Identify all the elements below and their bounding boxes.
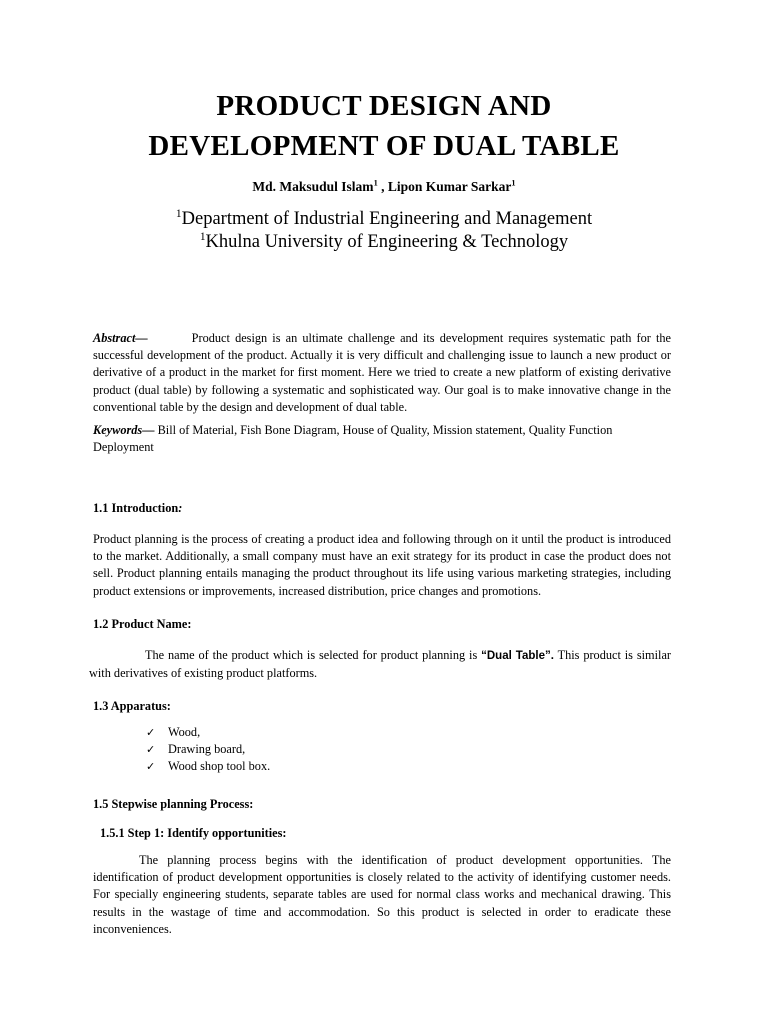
author-affiliation-mark: 1 bbox=[373, 178, 378, 188]
author-separator: , bbox=[377, 179, 388, 194]
paper-title-line-1: PRODUCT DESIGN AND bbox=[216, 90, 552, 122]
keywords-label: Keywords— bbox=[93, 423, 155, 437]
product-name-text: The name of the product which is selected for product planning is “Dual Table”. This product is similar with derivatives of existing product platforms. bbox=[89, 648, 671, 681]
author-name: Md. Maksudul Islam bbox=[252, 179, 374, 194]
keywords-text: Bill of Material, Fish Bone Diagram, House of Quality, Mission statement, Quality Function Deployment bbox=[93, 423, 613, 455]
checkmark-icon: ✓ bbox=[146, 743, 156, 756]
section-heading-stepwise: 1.5 Stepwise planning Process: bbox=[93, 797, 254, 811]
list-item: ✓ Wood shop tool box. bbox=[146, 759, 271, 773]
introduction-text: Product planning is the process of creating a product idea and following through on it until the product is introduced to the market. Additionally, a small company must have an exit strategy for its product in case the product does not sell. Product planning entails managing the product throughout its life using various marketing strategies, including product extensions or improvements, increased distribution, price changes and promotions. bbox=[93, 532, 671, 598]
section-heading-step-1: 1.5.1 Step 1: Identify opportunities: bbox=[100, 826, 287, 840]
affiliation-mark: 1 bbox=[175, 207, 182, 220]
product-name: “Dual Table”. bbox=[481, 650, 554, 662]
apparatus-list bbox=[146, 724, 270, 775]
author-list bbox=[0, 179, 768, 195]
checkmark-icon: ✓ bbox=[146, 760, 156, 773]
section-heading-introduction: 1.1 Introduction: bbox=[93, 501, 183, 515]
keywords bbox=[93, 422, 671, 456]
section-heading-apparatus: 1.3 Apparatus: bbox=[93, 699, 171, 713]
affiliation-mark: 1 bbox=[199, 230, 206, 243]
author-affiliation-mark: 1 bbox=[511, 178, 516, 188]
paper-title-line-2: DEVELOPMENT OF DUAL TABLE bbox=[148, 130, 620, 162]
step-1-text: The planning process begins with the identification of product development opportunities. The identification of product development opportunities is closely related to the activity of identifying customer needs. For specially engineering students, separate tables are used for normal class works and mechanical drawing. This results in the wastage of time and accommodation. So this product is selected in order to eradicate these inconveniences. bbox=[93, 853, 671, 936]
abstract bbox=[93, 330, 671, 416]
abstract-text: Product design is an ultimate challenge and its development requires systematic path for the successful development of the product. Actually it is very difficult and challenging issue to launch a new product or derivative of a product in the market for first moment. Here we tried to create a new platform of existing derivative product (dual table) by following a systematic and sophisticated way. Our goal is to make innovative change in the conventional table by the design and development of dual table. bbox=[93, 331, 671, 414]
list-item: ✓ Wood, bbox=[146, 725, 201, 739]
affiliation-university: $^1$Khulna University of Engineering & Technology bbox=[199, 230, 569, 252]
abstract-label: Abstract— bbox=[93, 331, 148, 345]
author-name: Lipon Kumar Sarkar bbox=[387, 179, 512, 194]
list-item: ✓ Drawing board, bbox=[146, 742, 246, 756]
affiliation-department: $^1$Department of Industrial Engineering and Management bbox=[175, 207, 593, 229]
section-heading-product-name: 1.2 Product Name: bbox=[93, 617, 192, 631]
checkmark-icon: ✓ bbox=[146, 726, 156, 739]
